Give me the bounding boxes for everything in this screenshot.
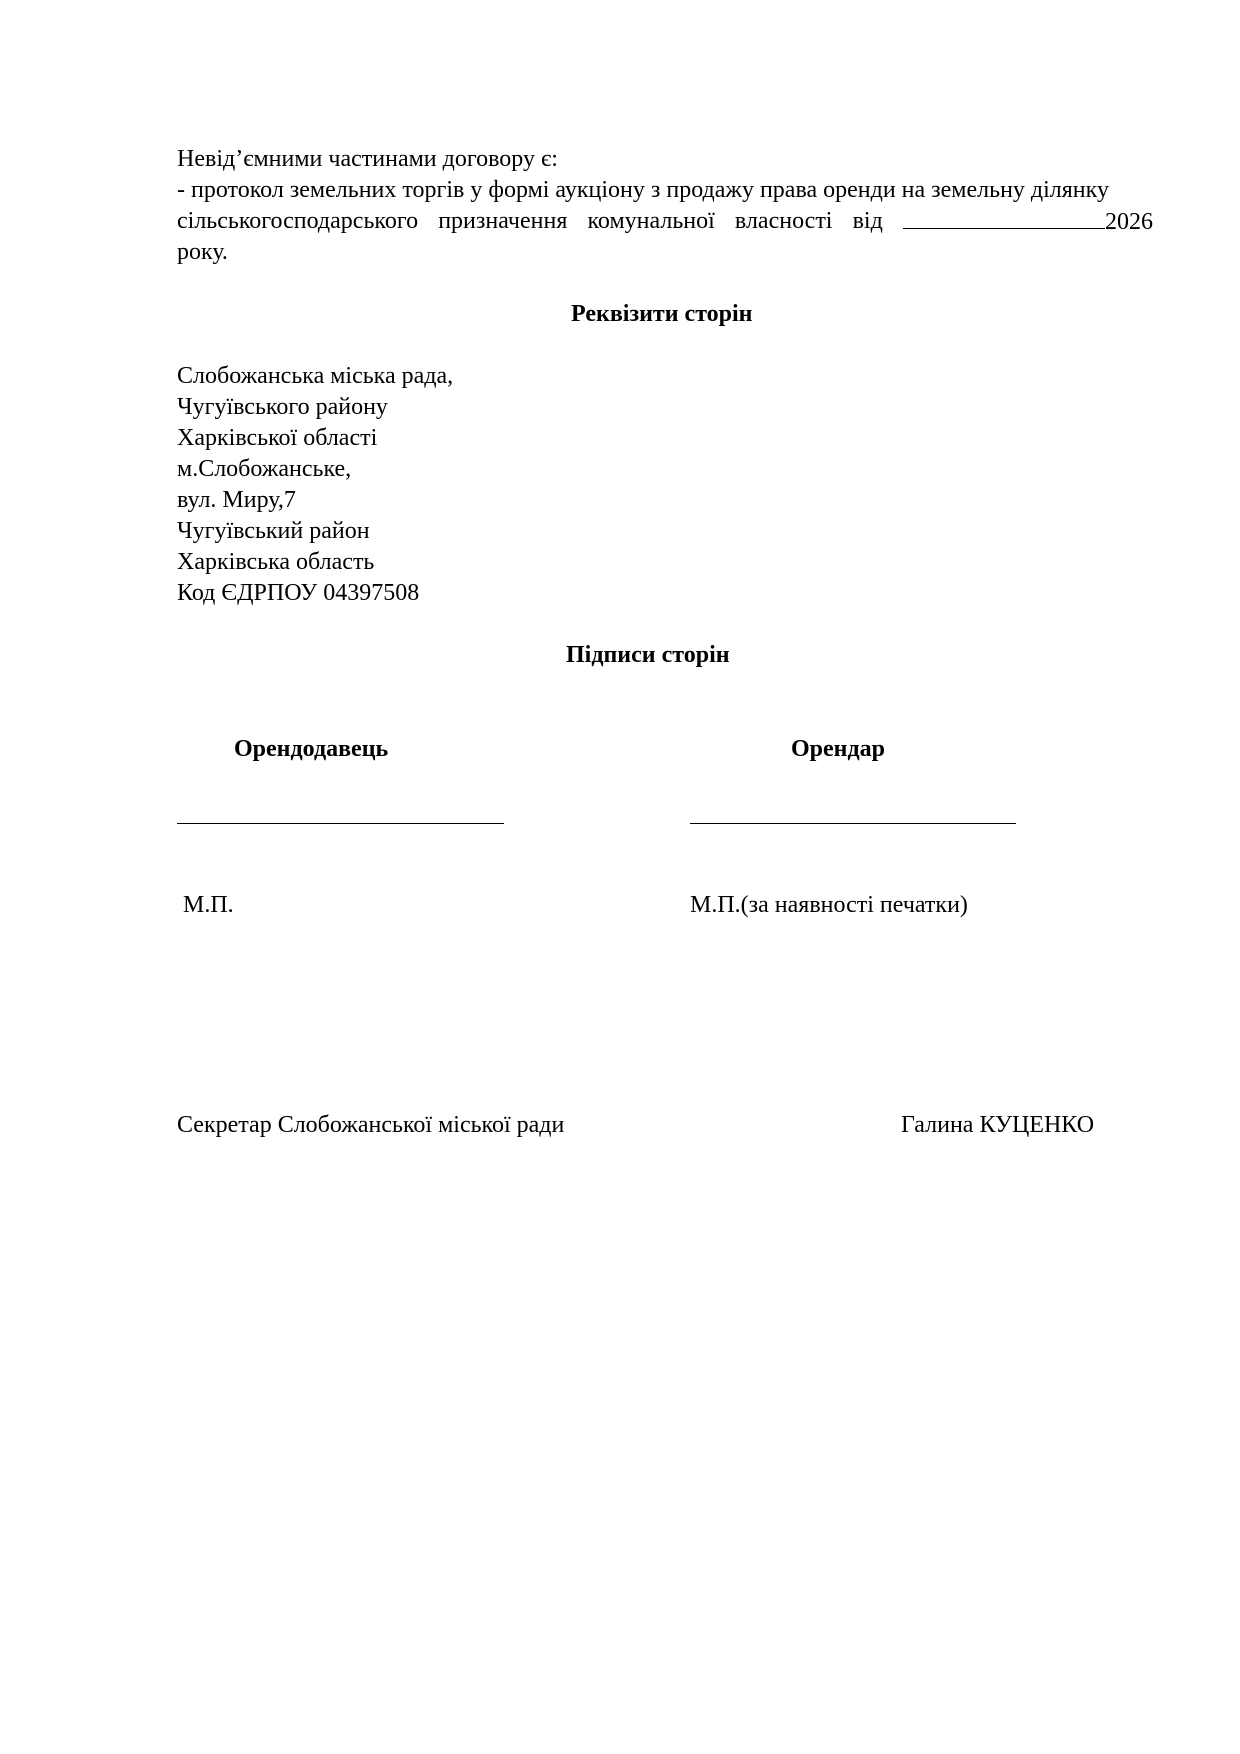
intro-line-2: - протокол земельних торгів у формі аукціону з продажу права оренди на земельну ділянку bbox=[177, 177, 1109, 203]
lessee-label: Орендар bbox=[791, 736, 885, 762]
lessee-stamp-label: М.П.(за наявності печатки) bbox=[690, 892, 968, 918]
intro-line-1: Невід’ємними частинами договору є: bbox=[177, 146, 558, 172]
requisites-line: Чугуївського району bbox=[177, 394, 388, 420]
date-year: 2026 bbox=[1104, 209, 1153, 235]
requisites-line: м.Слобожанське, bbox=[177, 456, 352, 482]
date-blank bbox=[903, 206, 1105, 229]
intro-word: власності bbox=[734, 208, 833, 234]
lessee-signature-line bbox=[690, 823, 1016, 824]
requisites-line: Код ЄДРПОУ 04397508 bbox=[177, 580, 420, 606]
intro-word: від bbox=[852, 208, 883, 234]
lessor-label: Орендодавець bbox=[234, 736, 389, 762]
intro-paragraph bbox=[177, 144, 1153, 268]
date-field bbox=[903, 206, 1153, 237]
requisites-line: Харківської області bbox=[177, 425, 378, 451]
lessor-stamp-label: М.П. bbox=[183, 892, 234, 918]
signatures-heading: Підписи сторін bbox=[566, 642, 730, 668]
requisites-line: Харківська область bbox=[177, 549, 375, 575]
intro-word: сільськогосподарського bbox=[177, 208, 419, 234]
requisites-line: вул. Миру,7 bbox=[177, 487, 296, 513]
requisites-block bbox=[177, 361, 777, 609]
lessor-signature-line bbox=[177, 823, 504, 824]
intro-line-3 bbox=[177, 206, 1153, 237]
intro-word: призначення bbox=[438, 208, 568, 234]
intro-word: комунальної bbox=[587, 208, 715, 234]
intro-line-4: року. bbox=[177, 239, 228, 265]
secretary-name: Галина КУЦЕНКО bbox=[901, 1112, 1095, 1138]
requisites-line: Чугуївський район bbox=[177, 518, 370, 544]
secretary-position: Секретар Слобожанської міської ради bbox=[177, 1112, 565, 1138]
requisites-line: Слобожанська міська рада, bbox=[177, 363, 454, 389]
requisites-heading: Реквізити сторін bbox=[571, 301, 753, 327]
